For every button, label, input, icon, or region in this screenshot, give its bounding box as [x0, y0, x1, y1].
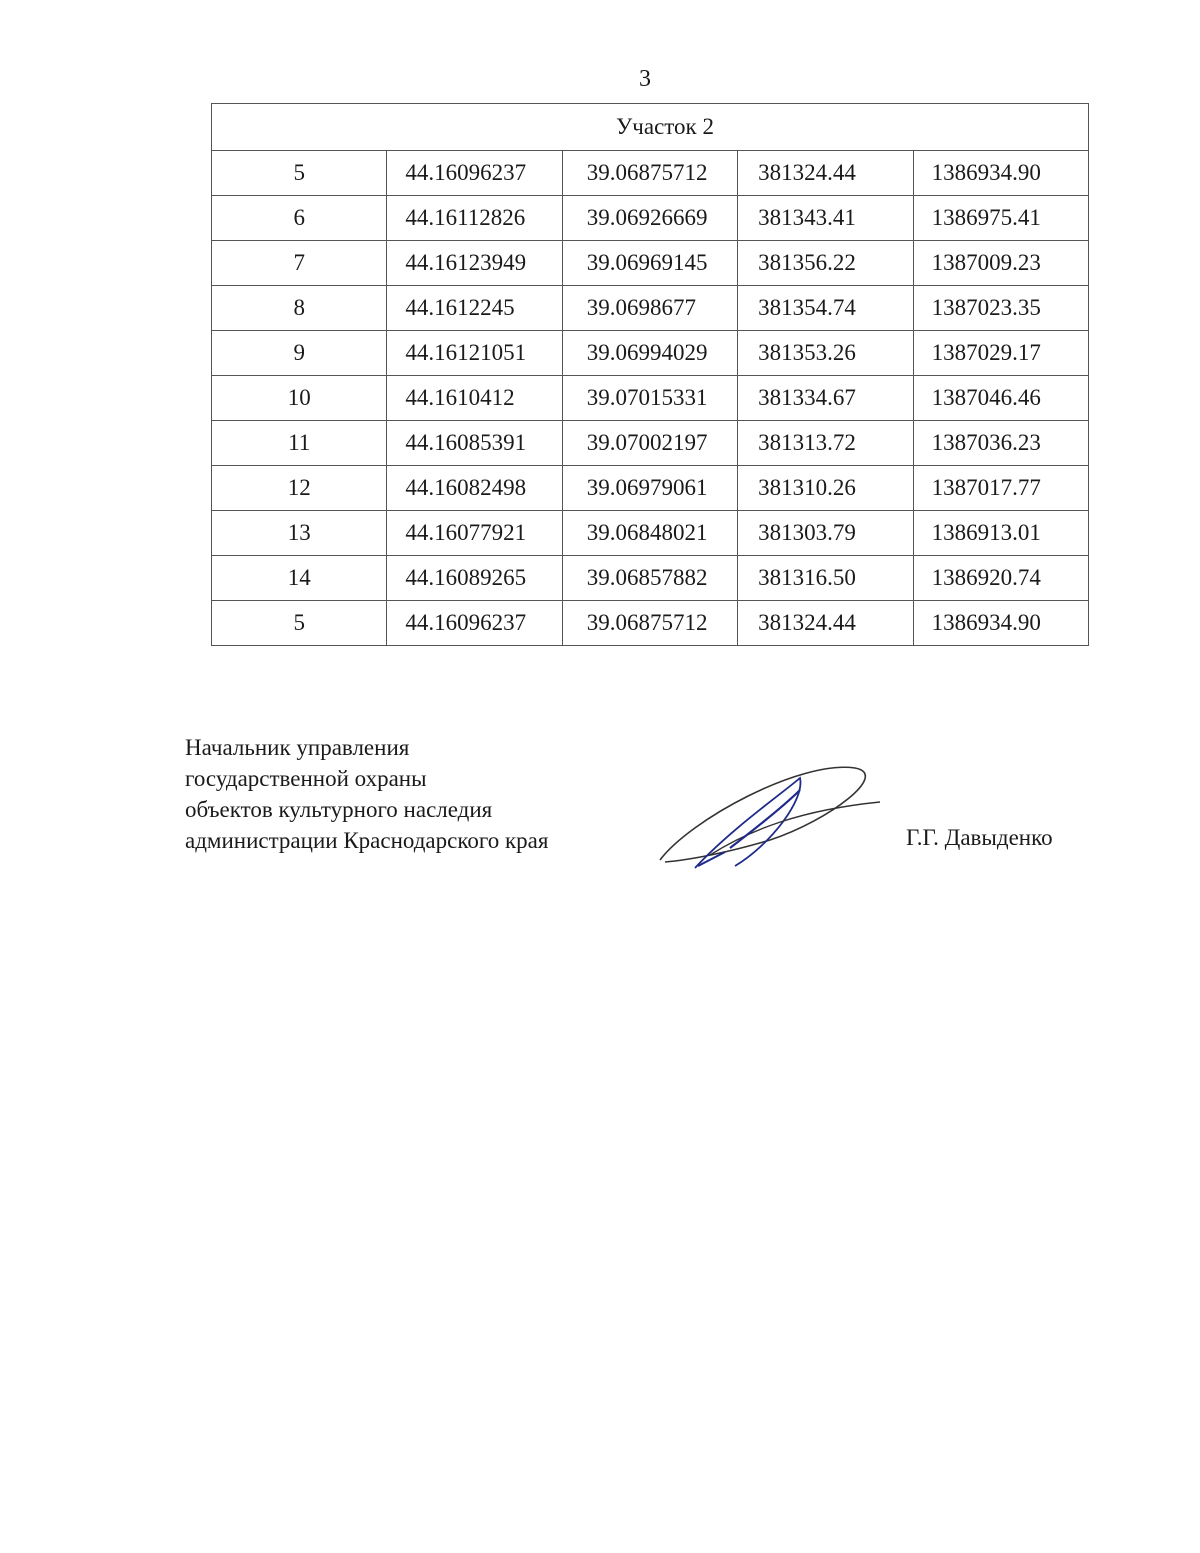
x-coordinate-cell: 381334.67	[738, 376, 913, 421]
x-coordinate-cell: 381343.41	[738, 196, 913, 241]
x-coordinate-cell: 381324.44	[738, 151, 913, 196]
point-number-cell: 12	[212, 466, 387, 511]
x-coordinate-cell: 381313.72	[738, 421, 913, 466]
longitude-cell: 39.06848021	[562, 511, 737, 556]
page-number: 3	[639, 66, 651, 92]
table-row	[212, 196, 1089, 241]
latitude-cell: 44.16112826	[387, 196, 562, 241]
point-number-cell: 9	[212, 331, 387, 376]
longitude-cell: 39.06969145	[562, 241, 737, 286]
table-row	[212, 331, 1089, 376]
longitude-cell: 39.06926669	[562, 196, 737, 241]
x-coordinate-cell: 381356.22	[738, 241, 913, 286]
signer-name: Г.Г. Давыденко	[906, 825, 1053, 850]
longitude-cell: 39.07015331	[562, 376, 737, 421]
y-coordinate-cell: 1387023.35	[913, 286, 1088, 331]
handwritten-signature	[650, 760, 890, 878]
longitude-cell: 39.06875712	[562, 601, 737, 646]
table-row	[212, 286, 1089, 331]
point-number-cell: 8	[212, 286, 387, 331]
longitude-cell: 39.06857882	[562, 556, 737, 601]
y-coordinate-cell: 1386934.90	[913, 601, 1088, 646]
longitude-cell: 39.06994029	[562, 331, 737, 376]
y-coordinate-cell: 1387046.46	[913, 376, 1088, 421]
latitude-cell: 44.16077921	[387, 511, 562, 556]
latitude-cell: 44.16096237	[387, 151, 562, 196]
x-coordinate-cell: 381353.26	[738, 331, 913, 376]
signatory-title	[185, 732, 548, 856]
y-coordinate-cell: 1387029.17	[913, 331, 1088, 376]
point-number-cell: 11	[212, 421, 387, 466]
signatory-title-line: Начальник управления	[185, 735, 410, 760]
latitude-cell: 44.16123949	[387, 241, 562, 286]
coordinates-table	[211, 103, 1089, 646]
point-number-cell: 7	[212, 241, 387, 286]
point-number-cell: 5	[212, 601, 387, 646]
y-coordinate-cell: 1386913.01	[913, 511, 1088, 556]
signatory-title-line: государственной охраны	[185, 766, 427, 791]
table-row	[212, 376, 1089, 421]
table-row	[212, 241, 1089, 286]
table-row	[212, 511, 1089, 556]
point-number-cell: 14	[212, 556, 387, 601]
y-coordinate-cell: 1387017.77	[913, 466, 1088, 511]
x-coordinate-cell: 381316.50	[738, 556, 913, 601]
signatory-title-line: администрации Краснодарского края	[185, 828, 549, 853]
x-coordinate-cell: 381324.44	[738, 601, 913, 646]
table-row	[212, 421, 1089, 466]
y-coordinate-cell: 1386975.41	[913, 196, 1088, 241]
y-coordinate-cell: 1386920.74	[913, 556, 1088, 601]
longitude-cell: 39.06875712	[562, 151, 737, 196]
x-coordinate-cell: 381303.79	[738, 511, 913, 556]
point-number-cell: 13	[212, 511, 387, 556]
point-number-cell: 10	[212, 376, 387, 421]
table-section-header-row	[212, 104, 1089, 151]
signatory-title-line: объектов культурного наследия	[185, 797, 493, 822]
latitude-cell: 44.16085391	[387, 421, 562, 466]
y-coordinate-cell: 1386934.90	[913, 151, 1088, 196]
latitude-cell: 44.1610412	[387, 376, 562, 421]
point-number-cell: 5	[212, 151, 387, 196]
table-row	[212, 466, 1089, 511]
table-row	[212, 556, 1089, 601]
latitude-cell: 44.16096237	[387, 601, 562, 646]
table-row	[212, 151, 1089, 196]
latitude-cell: 44.16121051	[387, 331, 562, 376]
x-coordinate-cell: 381354.74	[738, 286, 913, 331]
latitude-cell: 44.16089265	[387, 556, 562, 601]
latitude-cell: 44.1612245	[387, 286, 562, 331]
longitude-cell: 39.06979061	[562, 466, 737, 511]
table-row	[212, 601, 1089, 646]
y-coordinate-cell: 1387036.23	[913, 421, 1088, 466]
point-number-cell: 6	[212, 196, 387, 241]
latitude-cell: 44.16082498	[387, 466, 562, 511]
x-coordinate-cell: 381310.26	[738, 466, 913, 511]
longitude-cell: 39.0698677	[562, 286, 737, 331]
longitude-cell: 39.07002197	[562, 421, 737, 466]
section-title: Участок 2	[212, 104, 1089, 151]
y-coordinate-cell: 1387009.23	[913, 241, 1088, 286]
